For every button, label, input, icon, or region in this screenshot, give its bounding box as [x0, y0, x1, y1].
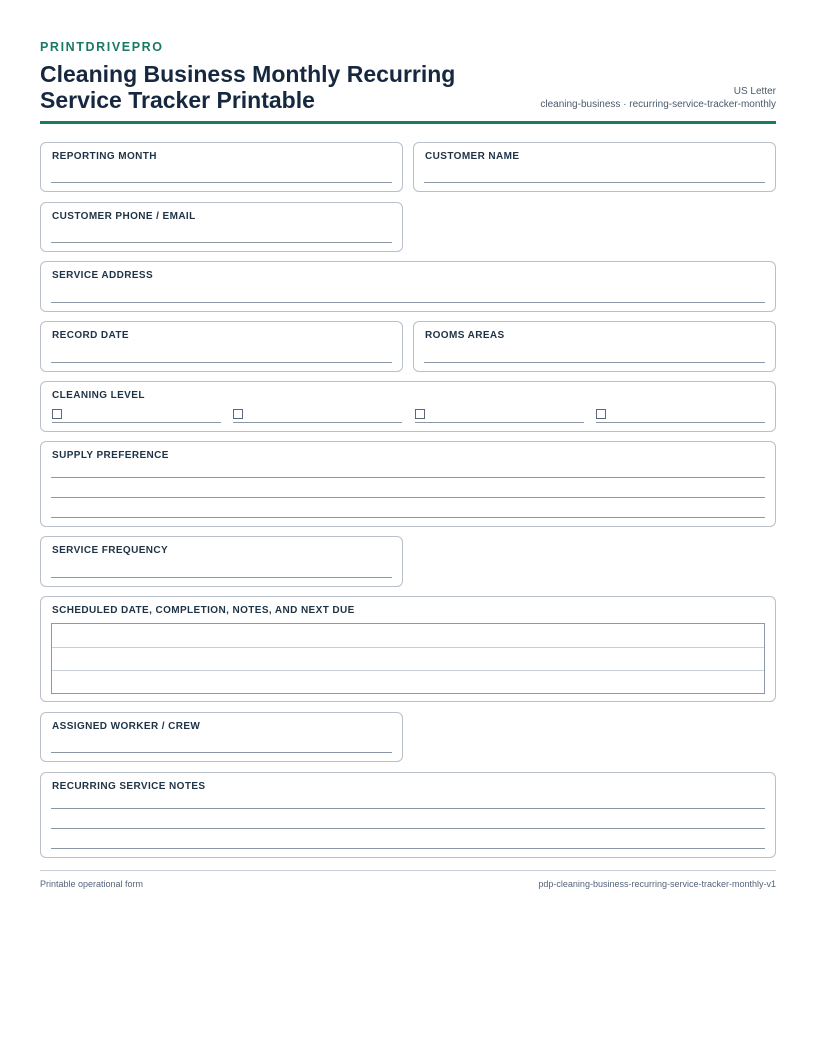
customer-contact-field	[40, 202, 403, 252]
supply-preference-line-1[interactable]	[51, 477, 765, 478]
assigned-worker-field	[40, 712, 403, 762]
service-frequency-field	[40, 536, 403, 587]
page-title: Cleaning Business Monthly Recurring Service Tracker Printable	[40, 61, 456, 113]
cleaning-level-option-4-line[interactable]	[596, 422, 765, 423]
service-address-label: SERVICE ADDRESS	[52, 270, 154, 281]
footer-form-id: pdp-cleaning-business-recurring-service-tracker-monthly-v1	[538, 879, 776, 889]
recurring-notes-line-1[interactable]	[51, 808, 765, 809]
recurring-notes-field	[40, 772, 776, 858]
rooms-areas-field	[413, 321, 776, 372]
footer-divider	[40, 870, 776, 871]
supply-preference-label: SUPPLY PREFERENCE	[52, 450, 169, 461]
customer-name-label: CUSTOMER NAME	[425, 151, 520, 162]
service-address-field	[40, 261, 776, 312]
schedule-table	[51, 623, 765, 694]
cleaning-level-field	[40, 381, 776, 432]
supply-preference-field	[40, 441, 776, 527]
service-address-input-line[interactable]	[51, 302, 765, 303]
page-header	[40, 40, 776, 116]
customer-contact-label: CUSTOMER PHONE / EMAIL	[52, 211, 196, 222]
header-row	[40, 61, 776, 116]
reporting-month-field	[40, 142, 403, 192]
customer-contact-input-line[interactable]	[51, 242, 392, 243]
supply-preference-line-3[interactable]	[51, 517, 765, 518]
rooms-areas-input-line[interactable]	[424, 362, 765, 363]
assigned-worker-input-line[interactable]	[51, 752, 392, 753]
paper-size: US Letter	[733, 86, 776, 97]
brand-name: PRINTDRIVEPRO	[40, 40, 164, 54]
cleaning-level-option-3-line[interactable]	[415, 422, 584, 423]
reporting-month-label: REPORTING MONTH	[52, 151, 157, 162]
footer-form-type: Printable operational form	[40, 879, 144, 889]
schedule-table-field	[40, 596, 776, 702]
cleaning-level-option-1-line[interactable]	[52, 422, 221, 423]
supply-preference-line-2[interactable]	[51, 497, 765, 498]
schedule-table-label: SCHEDULED DATE, COMPLETION, NOTES, AND NEXT DUE	[52, 605, 355, 616]
cleaning-level-option-2-line[interactable]	[233, 422, 402, 423]
header-divider	[40, 121, 776, 124]
reporting-month-input-line[interactable]	[51, 182, 392, 183]
cleaning-level-checkbox-1[interactable]	[52, 409, 62, 419]
document-slug: cleaning-business · recurring-service-tracker-monthly	[540, 99, 776, 110]
customer-name-input-line[interactable]	[424, 182, 765, 183]
cleaning-level-checkbox-2[interactable]	[233, 409, 243, 419]
record-date-input-line[interactable]	[51, 362, 392, 363]
recurring-notes-line-2[interactable]	[51, 828, 765, 829]
rooms-areas-label: ROOMS AREAS	[425, 330, 505, 341]
service-frequency-label: SERVICE FREQUENCY	[52, 545, 169, 556]
record-date-label: RECORD DATE	[52, 330, 129, 341]
cleaning-level-checkbox-3[interactable]	[415, 409, 425, 419]
recurring-notes-line-3[interactable]	[51, 848, 765, 849]
recurring-notes-label: RECURRING SERVICE NOTES	[52, 781, 206, 792]
schedule-table-row-divider-2	[52, 670, 764, 671]
cleaning-level-checkbox-4[interactable]	[596, 409, 606, 419]
schedule-table-row-divider-1	[52, 647, 764, 648]
document-meta	[540, 85, 776, 111]
assigned-worker-label: ASSIGNED WORKER / CREW	[52, 721, 201, 732]
cleaning-level-label: CLEANING LEVEL	[52, 390, 145, 401]
customer-name-field	[413, 142, 776, 192]
record-date-field	[40, 321, 403, 372]
service-frequency-input-line[interactable]	[51, 577, 392, 578]
